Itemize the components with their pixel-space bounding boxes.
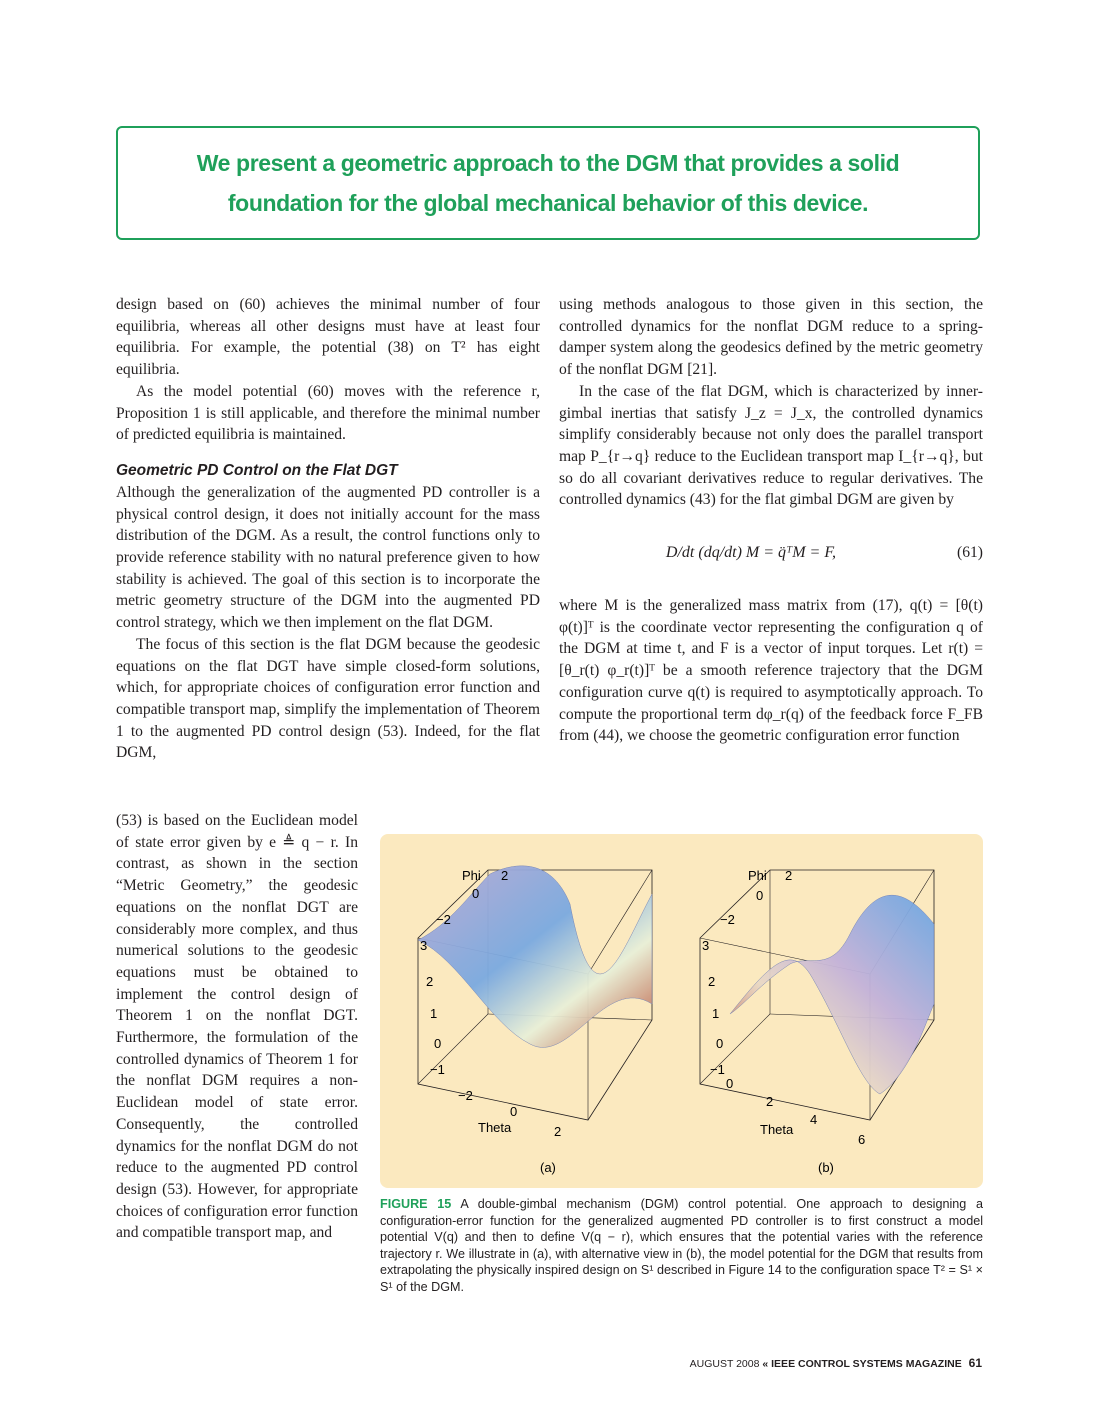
left-paragraph-4-continued: (53) is based on the Euclidean model of state error given by e ≜ q − r. In contrast, as shown in the section “Metric Geometry,” the geodesic equations on the nonflat DGT are considerably more complex, and thus numerical solutions to the geodesic equations must be obtained to implement the control design of Theorem 1 on the nonflat DGT. Furthermore, the formulation of the controlled dynamics of Theorem 1 for the nonflat DGM requires a non-Euclidean model of state error. Consequently, the controlled dynamics for the nonflat DGM do not reduce to the augmented PD control design (53). However, for appropriate choices of configuration error function and compatible transport map, and: [116, 812, 358, 1242]
equation-number: (61): [957, 544, 983, 562]
panel-b-z-tick-1: 3: [702, 938, 710, 953]
page-footer: [690, 1356, 982, 1370]
panel-a-z-tick-1: 3: [420, 938, 428, 953]
panel-a-phi-tick-2: 0: [472, 886, 480, 901]
panel-a-z-tick-5: −1: [430, 1062, 445, 1077]
right-paragraph-1: using methods analogous to those given in this section, the controlled dynamics for the nonflat DGM reduce to a spring-damper system along the geodesics defined by the metric geometry of the nonflat DGM [21].: [559, 296, 983, 379]
panel-b-z-tick-2: 2: [708, 974, 716, 989]
left-paragraph-1: design based on (60) achieves the minimal number of four equilibria, whereas all other designs must have at least four equilibria. For example, the potential (38) on T² has eight equilibria.: [116, 296, 540, 379]
panel-a-z-tick-2: 2: [426, 974, 434, 989]
left-paragraph-2: As the model potential (60) moves with the reference r, Proposition 1 is still applicable, and therefore the minimal number of predicted equilibria is maintained.: [116, 382, 540, 444]
left-column: [116, 294, 540, 764]
panel-b-label: (b): [818, 1160, 834, 1175]
right-paragraph-3: where M is the generalized mass matrix from (17), q(t) = [θ(t) φ(t)]ᵀ is the coordinate vector representing the configuration q of the DGM at time t, and F is a vector of input torques. Let r(t) = [θ_r(t) φ_r(t)]ᵀ be a smooth reference trajectory that the DGM configuration curve q(t) is required to asymptotically approach. To compute the proportional term dφ_r(q) of the feedback force F_FB from (44), we choose the geometric configuration error function: [559, 597, 983, 745]
page-number: 61: [968, 1356, 982, 1370]
panel-b-phi-tick-2: 0: [756, 888, 764, 903]
panel-a-phi-tick-1: 2: [501, 868, 509, 883]
section-heading: Geometric PD Control on the Flat DGT: [116, 461, 398, 479]
panel-a-phi-tick-3: −2: [436, 912, 451, 927]
panel-b-z-tick-5: −1: [710, 1062, 725, 1077]
panel-b-ylabel: Phi: [748, 868, 767, 883]
panel-b-phi-tick-1: 2: [785, 868, 793, 883]
equation-61: [559, 511, 983, 595]
panel-a-ylabel: Phi: [462, 868, 481, 883]
footer-magazine: IEEE CONTROL SYSTEMS MAGAZINE: [771, 1358, 962, 1370]
caption-text: A double-gimbal mechanism (DGM) control potential. One approach to designing a configuration-error function for the generalized augmented PD controller is to first construct a model potential V(q) and then to define V(q − r), which ensures that the potential varies with the reference trajectory r. We illustrate in (a), with alternative view in (b), the model potential for the DGM that results from extrapolating the physically inspired design on S¹ described in Figure 14 to the configuration space T² = S¹ × S¹ of the DGM.: [380, 1197, 983, 1294]
panel-b-phi-tick-3: −2: [720, 912, 735, 927]
left-paragraph-4: The focus of this section is the flat DGM because the geodesic equations on the flat DGT have simple closed-form solutions, which, for appropriate choices of configuration error function and compatible transport map, simplify the implementation of Theorem 1 to the augmented PD control design (53). Indeed, for the flat DGM,: [116, 635, 540, 762]
right-paragraph-2: In the case of the flat DGM, which is characterized by inner-gimbal inertias that satisfy J_z = J_x, the controlled dynamics simplify considerably because not only does the parallel transport map P_{r→q} reduce to the Euclidean transport map I_{r→q}, but so do all covariant derivatives reduce to regular derivatives. The controlled dynamics (43) for the flat gimbal DGM are given by: [559, 382, 983, 509]
panel-a-z-tick-4: 0: [434, 1036, 442, 1051]
panel-b-z-tick-4: 0: [716, 1036, 724, 1051]
panel-b: [700, 868, 934, 1175]
panel-a-theta-tick-2: 0: [510, 1104, 518, 1119]
panel-a-surface: [418, 866, 652, 1048]
panel-b-theta-tick-2: 2: [766, 1094, 774, 1109]
figure-15-plots: [380, 834, 983, 1188]
figure-15-caption: [380, 1196, 983, 1296]
figure-15-panel: [380, 834, 983, 1188]
panel-b-surface: [730, 895, 934, 1094]
panel-a-theta-tick-1: −2: [458, 1088, 473, 1103]
equation-body: D/dt (dq/dt) M = q̈ᵀM = F,: [665, 544, 837, 562]
panel-a-z-tick-3: 1: [430, 1006, 438, 1021]
pull-quote-line-1: We present a geometric approach to the DGM that provides a solid: [196, 150, 900, 176]
left-paragraph-3: Although the generalization of the augmented PD controller is a physical control design, it does not initially account for the mass distribution of the DGM. As a result, the control functions only to provide reference stability with no natural preference given to how stability is achieved. The goal of this section is to incorporate the metric geometry structure of the DGM into the augmented PD control strategy, which we then implement on the flat DGM.: [116, 483, 540, 632]
panel-b-xlabel: Theta: [760, 1122, 794, 1137]
panel-a-theta-tick-3: 2: [554, 1124, 562, 1139]
panel-b-theta-tick-4: 6: [858, 1132, 866, 1147]
panel-b-theta-tick-1: 0: [726, 1076, 734, 1091]
right-column: [559, 294, 983, 747]
footer-date: AUGUST 2008: [689, 1358, 760, 1370]
panel-b-z-tick-3: 1: [712, 1006, 720, 1021]
panel-a-label: (a): [540, 1160, 556, 1175]
panel-b-theta-tick-3: 4: [810, 1112, 818, 1127]
footer-separator: «: [762, 1358, 769, 1370]
panel-a-xlabel: Theta: [478, 1120, 512, 1135]
panel-a: [418, 866, 652, 1175]
caption-label: FIGURE 15: [380, 1197, 452, 1211]
pull-quote-line-2: foundation for the global mechanical behavior of this device.: [227, 190, 869, 216]
pull-quote-box: [116, 126, 980, 240]
